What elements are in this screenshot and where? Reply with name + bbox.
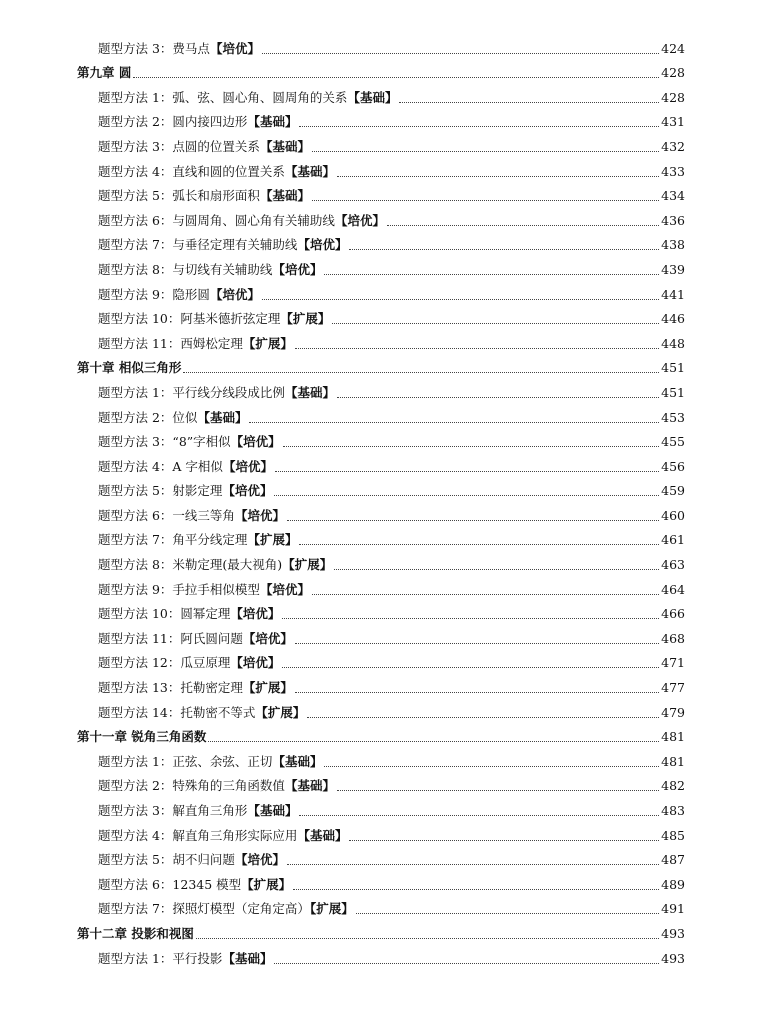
toc-page-number: 428 <box>661 89 685 105</box>
toc-entry-title <box>98 680 293 696</box>
toc-entry-level-tag: 【基础】 <box>197 409 248 425</box>
toc-entry-title <box>98 41 260 57</box>
toc-entry-title <box>98 582 310 598</box>
toc-entry-title-text: 题型方法 12：瓜豆原理 <box>98 655 231 671</box>
toc-entry-level-tag: 【培优】 <box>209 286 260 302</box>
toc-section-entry[interactable] <box>0 232 767 257</box>
toc-entry-title <box>98 606 280 622</box>
toc-entry-title <box>98 410 247 426</box>
toc-entry-level-tag: 【扩展】 <box>309 901 354 917</box>
toc-entry-level-tag: 【基础】 <box>284 163 335 179</box>
toc-entry-title-text: 题型方法 8：与切线有关辅助线 <box>98 261 273 277</box>
toc-dot-leader <box>183 372 659 373</box>
toc-entry-level-tag: 【扩展】 <box>241 876 292 892</box>
toc-section-entry[interactable] <box>0 674 767 699</box>
toc-section-entry[interactable] <box>0 256 767 281</box>
toc-page-number: 464 <box>661 581 685 597</box>
toc-dot-leader <box>356 913 659 914</box>
toc-entry-title <box>98 237 347 253</box>
toc-page-number: 441 <box>661 286 685 302</box>
toc-entry-level-tag: 【基础】 <box>297 827 348 843</box>
toc-dot-leader <box>262 53 659 54</box>
toc-entry-title-text: 题型方法 1：平行线分线段成比例 <box>98 384 285 400</box>
toc-dot-leader <box>295 348 659 349</box>
toc-page-number: 485 <box>661 827 685 843</box>
toc-page-number: 482 <box>661 778 685 794</box>
toc-page-number: 471 <box>661 655 685 671</box>
toc-section-entry[interactable] <box>0 773 767 798</box>
toc-dot-leader <box>332 323 659 324</box>
toc-entry-level-tag: 【扩展】 <box>242 680 293 696</box>
toc-entry-title <box>98 114 297 130</box>
toc-entry-title <box>98 139 310 155</box>
toc-entry-level-tag: 【培优】 <box>272 261 323 277</box>
toc-entry-title-text: 题型方法 4：直线和圆的位置关系 <box>98 163 285 179</box>
toc-entry-title <box>98 434 281 450</box>
toc-entry-title <box>98 90 397 106</box>
toc-entry-title <box>98 459 273 475</box>
toc-section-entry[interactable] <box>0 797 767 822</box>
toc-page-number: 432 <box>661 138 685 154</box>
toc-entry-title <box>98 705 305 721</box>
toc-entry-title <box>98 828 347 844</box>
toc-section-entry[interactable] <box>0 84 767 109</box>
toc-entry-level-tag: 【扩展】 <box>247 532 298 548</box>
toc-chapter-entry[interactable] <box>0 355 767 380</box>
toc-entry-title <box>98 311 330 327</box>
toc-entry-title <box>98 877 291 893</box>
toc-page-number: 466 <box>661 606 685 622</box>
toc-entry-title-text: 题型方法 5：弧长和扇形面积 <box>98 188 260 204</box>
toc-entry-level-tag: 【基础】 <box>259 138 310 154</box>
toc-entry-title-text: 题型方法 5：胡不归问题 <box>98 852 235 868</box>
toc-page-number: 436 <box>661 212 685 228</box>
toc-page-number: 451 <box>661 384 685 400</box>
toc-entry-level-tag: 【基础】 <box>284 778 335 794</box>
toc-dot-leader <box>196 938 659 939</box>
toc-section-entry[interactable] <box>0 207 767 232</box>
toc-entry-level-tag: 【培优】 <box>209 40 260 56</box>
toc-dot-leader <box>274 963 659 964</box>
toc-entry-level-tag: 【扩展】 <box>242 335 293 351</box>
toc-page-number: 483 <box>661 803 685 818</box>
toc-entry-level-tag: 【培优】 <box>242 630 293 646</box>
toc-entry-title <box>98 778 335 794</box>
toc-dot-leader <box>312 200 659 201</box>
toc-entry-title-text: 题型方法 1：弧、弦、圆心角、圆周角的关系 <box>98 89 348 105</box>
toc-dot-leader <box>387 225 659 226</box>
toc-entry-level-tag: 【基础】 <box>247 114 298 130</box>
toc-page-number: 489 <box>661 876 685 892</box>
toc-page-number: 448 <box>661 335 685 351</box>
toc-chapter-entry[interactable] <box>0 920 767 945</box>
toc-entry-title-text: 第九章 圆 <box>77 65 132 81</box>
toc-entry-title-text: 题型方法 4：A 字相似 <box>98 458 223 474</box>
toc-section-entry[interactable] <box>0 601 767 626</box>
toc-entry-title <box>77 729 206 745</box>
toc-dot-leader <box>282 618 659 619</box>
toc-entry-title <box>98 532 297 548</box>
toc-section-entry[interactable] <box>0 404 767 429</box>
toc-page-number: 481 <box>661 753 685 769</box>
toc-page-number: 468 <box>661 630 685 646</box>
toc-entry-title <box>98 287 260 303</box>
toc-entry-title <box>98 164 335 180</box>
toc-entry-level-tag: 【培优】 <box>230 606 281 622</box>
toc-page-number: 433 <box>661 163 685 179</box>
toc-entry-title <box>98 754 322 770</box>
toc-dot-leader <box>293 889 659 890</box>
toc-page-number: 438 <box>661 237 685 253</box>
toc-entry-title-text: 题型方法 9：隐形圆 <box>98 286 210 302</box>
toc-section-entry[interactable] <box>0 847 767 872</box>
toc-entry-title <box>77 926 194 942</box>
toc-dot-leader <box>312 594 659 595</box>
toc-section-entry[interactable] <box>0 699 767 724</box>
toc-entry-title-text: 题型方法 11：西姆松定理 <box>98 335 243 351</box>
toc-chapter-entry[interactable] <box>0 724 767 749</box>
toc-dot-leader <box>262 299 659 300</box>
toc-page-number: 477 <box>661 680 685 696</box>
toc-entry-level-tag: 【扩展】 <box>280 311 331 327</box>
toc-entry-title-text: 题型方法 7：探照灯模型（定角定高） <box>98 901 310 917</box>
toc-page-number: 439 <box>661 261 685 277</box>
toc-entry-title <box>98 213 385 229</box>
toc-section-entry[interactable] <box>0 551 767 576</box>
toc-entry-level-tag: 【培优】 <box>234 507 285 523</box>
toc-section-entry[interactable] <box>0 35 767 60</box>
toc-entry-title-text: 题型方法 3：解直角三角形 <box>98 803 248 818</box>
toc-entry-title-text: 第十一章 锐角三角函数 <box>77 729 207 745</box>
toc-dot-leader <box>283 446 659 447</box>
toc-section-entry[interactable] <box>0 109 767 134</box>
toc-entry-title <box>98 803 297 819</box>
toc-entry-title <box>98 655 280 671</box>
toc-entry-title <box>98 385 335 401</box>
toc-dot-leader <box>337 397 659 398</box>
toc-entry-title-text: 题型方法 1：平行投影 <box>98 950 223 966</box>
toc-entry-level-tag: 【培优】 <box>334 212 385 228</box>
toc-entry-title-text: 题型方法 10：阿基米德折弦定理 <box>98 311 281 327</box>
toc-page-number: 431 <box>661 114 685 130</box>
toc-dot-leader <box>307 717 659 718</box>
toc-section-entry[interactable] <box>0 576 767 601</box>
toc-entry-title <box>98 262 322 278</box>
toc-section-entry[interactable] <box>0 502 767 527</box>
toc-entry-title-text: 题型方法 7：角平分线定理 <box>98 532 248 548</box>
toc-entry-title <box>77 360 181 376</box>
toc-entry-title <box>98 336 293 352</box>
toc-section-entry[interactable] <box>0 429 767 454</box>
toc-dot-leader <box>337 790 659 791</box>
toc-entry-level-tag: 【基础】 <box>247 803 298 818</box>
toc-entry-title-text: 题型方法 3：费马点 <box>98 40 210 56</box>
toc-page-number: 487 <box>661 852 685 868</box>
toc-entry-title-text: 题型方法 14：托勒密不等式 <box>98 704 256 720</box>
toc-entry-level-tag: 【扩展】 <box>255 704 306 720</box>
toc-page-number: 479 <box>661 704 685 720</box>
toc-dot-leader <box>208 741 659 742</box>
toc-entry-title-text: 题型方法 10：圆幂定理 <box>98 606 231 622</box>
toc-entry-title-text: 题型方法 1：正弦、余弦、正切 <box>98 753 273 769</box>
toc-dot-leader <box>324 274 659 275</box>
toc-dot-leader <box>399 102 659 103</box>
toc-dot-leader <box>349 840 659 841</box>
toc-entry-title-text: 第十章 相似三角形 <box>77 360 182 376</box>
toc-dot-leader <box>324 766 659 767</box>
toc-page-number: 428 <box>661 65 685 81</box>
toc-page-number: 459 <box>661 483 685 499</box>
toc-page-number: 453 <box>661 409 685 425</box>
toc-page-number: 461 <box>661 532 685 548</box>
toc-entry-title-text: 题型方法 6：12345 模型 <box>98 876 242 892</box>
toc-entry-title <box>77 65 131 81</box>
toc-entry-title <box>98 901 354 917</box>
toc-entry-level-tag: 【基础】 <box>272 753 323 769</box>
toc-dot-leader <box>295 692 659 693</box>
toc-dot-leader <box>299 126 659 127</box>
toc-entry-title-text: 题型方法 5：射影定理 <box>98 483 223 499</box>
toc-section-entry[interactable] <box>0 306 767 331</box>
toc-dot-leader <box>287 864 659 865</box>
toc-page-number: 451 <box>661 360 685 376</box>
toc-entry-title-text: 第十二章 投影和视图 <box>77 925 194 941</box>
toc-entry-title <box>98 631 293 647</box>
toc-entry-title-text: 题型方法 4：解直角三角形实际应用 <box>98 827 298 843</box>
toc-section-entry[interactable] <box>0 478 767 503</box>
toc-entry-title-text: 题型方法 9：手拉手相似模型 <box>98 581 260 597</box>
toc-section-entry[interactable] <box>0 453 767 478</box>
toc-page-number: 434 <box>661 188 685 204</box>
toc-page-number: 493 <box>661 950 685 966</box>
toc-entry-title-text: 题型方法 8：米勒定理(最大视角) <box>98 557 283 573</box>
toc-section-entry[interactable] <box>0 158 767 183</box>
toc-entry-title-text: 题型方法 6：一线三等角 <box>98 507 235 523</box>
toc-dot-leader <box>299 544 659 545</box>
toc-entry-level-tag: 【培优】 <box>222 483 273 499</box>
toc-page-number: 481 <box>661 729 685 745</box>
toc-entry-level-tag: 【培优】 <box>222 458 273 474</box>
toc-entry-level-tag: 【培优】 <box>234 852 285 868</box>
toc-entry-title-text: 题型方法 3：点圆的位置关系 <box>98 138 260 154</box>
toc-page-number: 463 <box>661 557 685 573</box>
toc-chapter-entry[interactable] <box>0 60 767 85</box>
toc-dot-leader <box>133 77 659 78</box>
toc-entry-title-text: 题型方法 2：圆内接四边形 <box>98 114 248 130</box>
toc-entry-level-tag: 【培优】 <box>259 581 310 597</box>
toc-section-entry[interactable] <box>0 822 767 847</box>
toc-section-entry[interactable] <box>0 650 767 675</box>
toc-dot-leader <box>295 643 659 644</box>
toc-page-number: 446 <box>661 311 685 327</box>
toc-entry-level-tag: 【培优】 <box>230 655 281 671</box>
toc-entry-level-tag: 【基础】 <box>347 89 398 105</box>
toc-dot-leader <box>334 569 659 570</box>
toc-entry-title <box>98 557 332 573</box>
toc-section-entry[interactable] <box>0 183 767 208</box>
toc-entry-title-text: 题型方法 7：与垂径定理有关辅助线 <box>98 237 298 253</box>
toc-entry-title-text: 题型方法 6：与圆周角、圆心角有关辅助线 <box>98 212 335 228</box>
toc-page-number: 493 <box>661 925 685 941</box>
toc-section-entry[interactable] <box>0 896 767 921</box>
toc-section-entry[interactable] <box>0 871 767 896</box>
toc-entry-level-tag: 【基础】 <box>284 384 335 400</box>
toc-entry-level-tag: 【基础】 <box>222 950 273 966</box>
toc-entry-title-text: 题型方法 3：“8”字相似 <box>98 434 231 450</box>
toc-entry-level-tag: 【基础】 <box>259 188 310 204</box>
table-of-contents <box>0 35 767 970</box>
toc-section-entry[interactable] <box>0 281 767 306</box>
toc-dot-leader <box>275 471 659 472</box>
toc-entry-level-tag: 【培优】 <box>297 237 348 253</box>
toc-dot-leader <box>274 495 659 496</box>
toc-entry-level-tag: 【扩展】 <box>282 557 333 573</box>
toc-dot-leader <box>337 176 659 177</box>
toc-entry-title-text: 题型方法 2：位似 <box>98 409 198 425</box>
toc-section-entry[interactable] <box>0 330 767 355</box>
toc-page-number: 491 <box>661 901 685 917</box>
toc-entry-title <box>98 951 272 967</box>
toc-dot-leader <box>287 520 659 521</box>
toc-entry-level-tag: 【培优】 <box>230 434 281 450</box>
toc-dot-leader <box>282 667 659 668</box>
toc-entry-title-text: 题型方法 13：托勒密定理 <box>98 680 243 696</box>
toc-section-entry[interactable] <box>0 133 767 158</box>
toc-dot-leader <box>299 815 659 816</box>
toc-entry-title-text: 题型方法 11：阿氏圆问题 <box>98 630 243 646</box>
toc-section-entry[interactable] <box>0 625 767 650</box>
toc-page-number: 424 <box>661 40 685 56</box>
toc-dot-leader <box>312 151 659 152</box>
toc-section-entry[interactable] <box>0 945 767 970</box>
toc-section-entry[interactable] <box>0 379 767 404</box>
toc-section-entry[interactable] <box>0 748 767 773</box>
toc-entry-title <box>98 508 285 524</box>
toc-entry-title <box>98 852 285 868</box>
toc-page-number: 460 <box>661 507 685 523</box>
toc-page-number: 455 <box>661 434 685 450</box>
toc-page-number: 456 <box>661 458 685 474</box>
toc-section-entry[interactable] <box>0 527 767 552</box>
toc-entry-title <box>98 188 310 204</box>
toc-entry-title <box>98 483 272 499</box>
toc-entry-title-text: 题型方法 2：特殊角的三角函数值 <box>98 778 285 794</box>
toc-dot-leader <box>349 249 659 250</box>
toc-dot-leader <box>249 422 659 423</box>
